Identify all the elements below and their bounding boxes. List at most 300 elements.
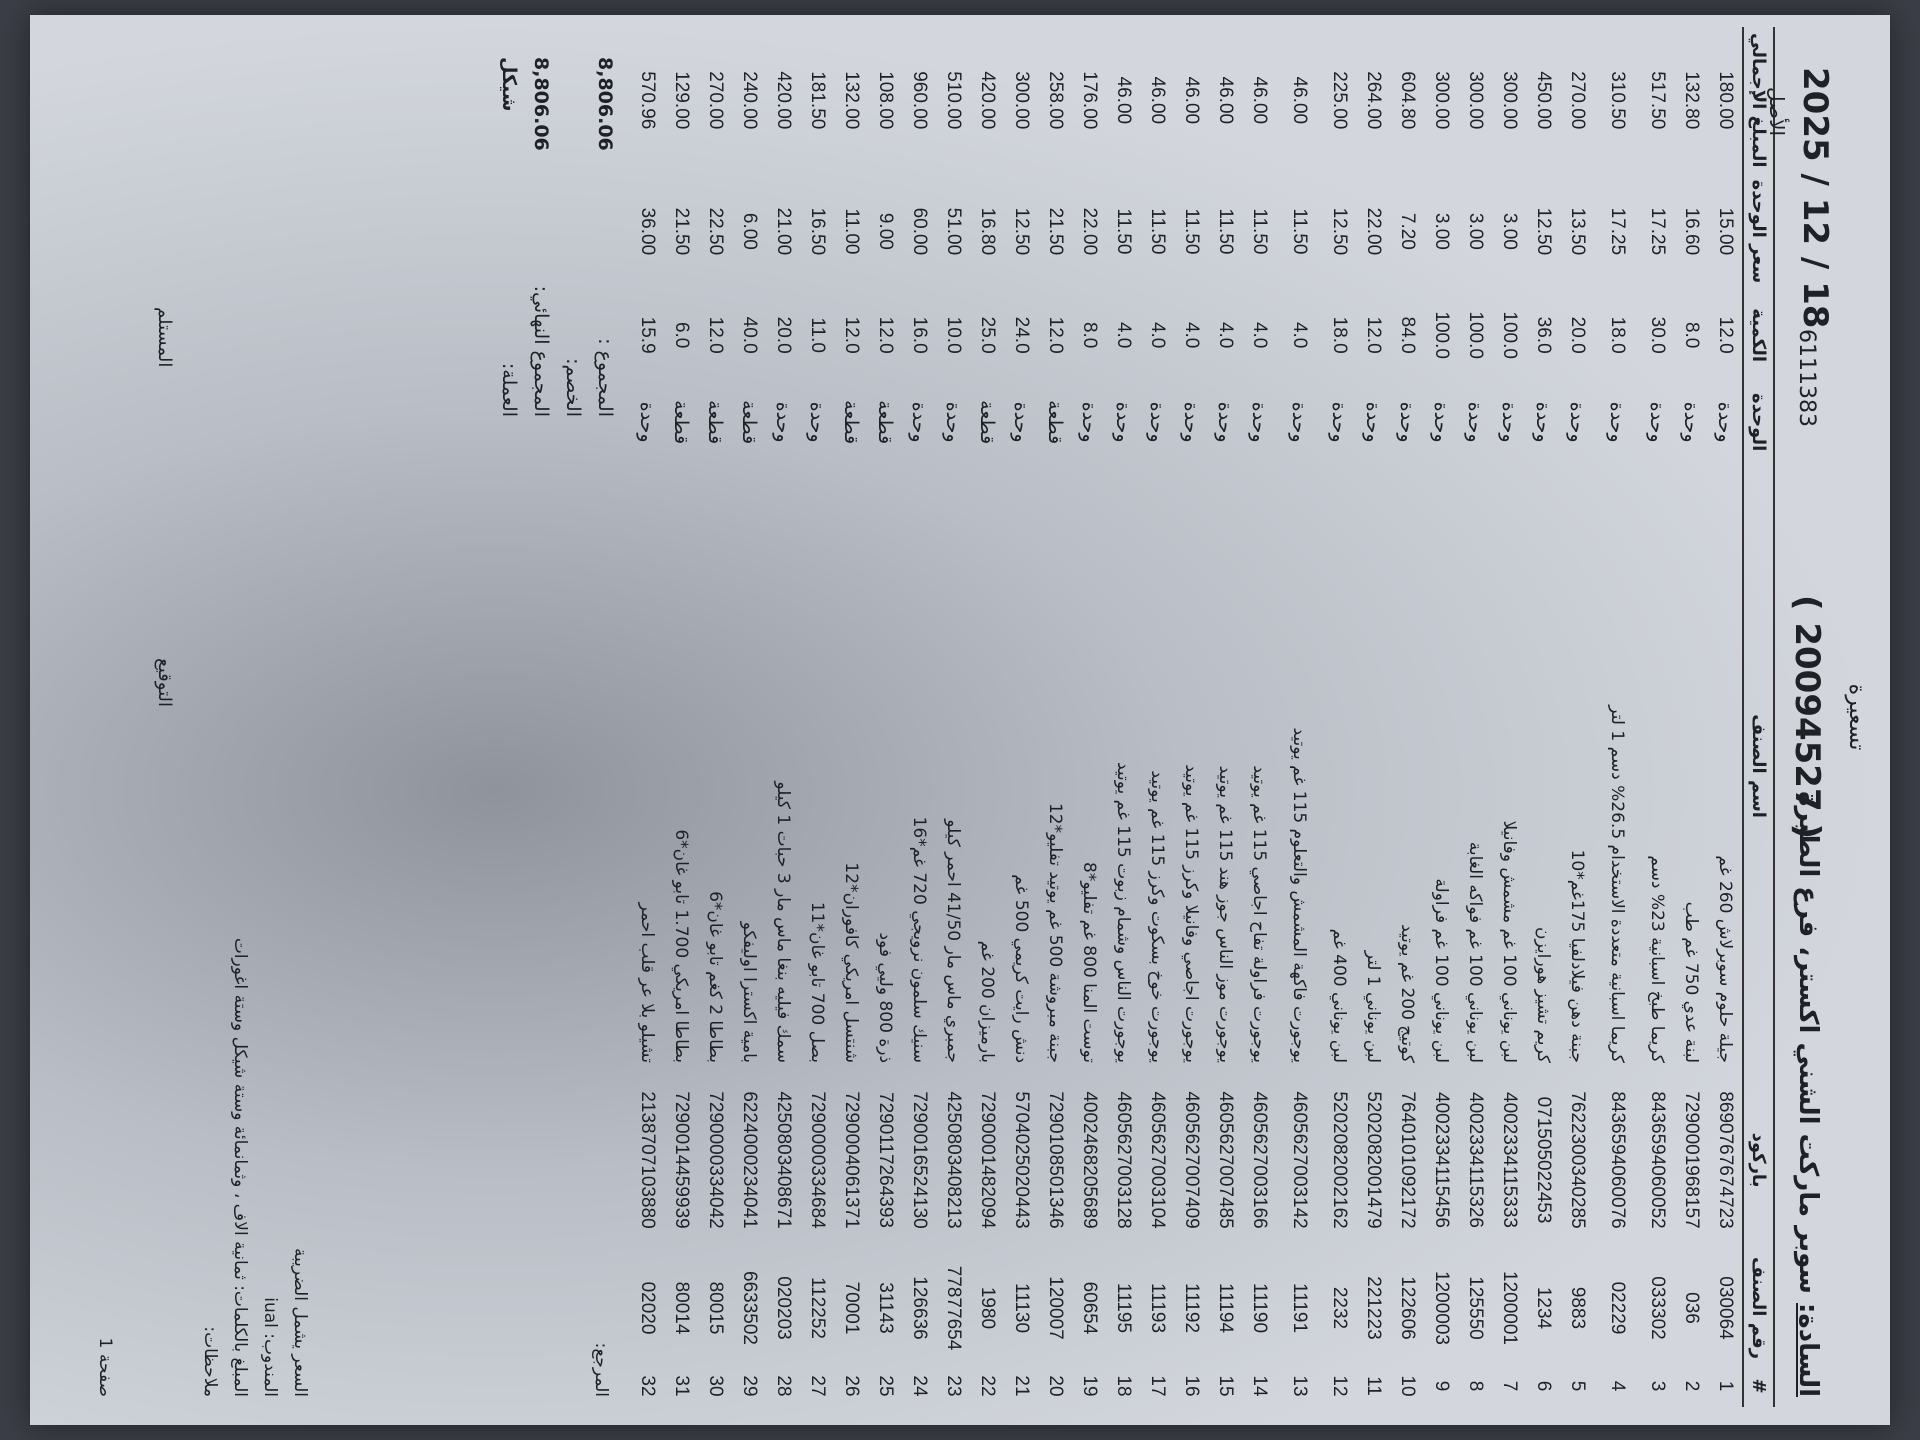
cell-barcode: 4605627003128	[1113, 1091, 1134, 1229]
cell-qty: 20.0	[1567, 316, 1588, 354]
cell-price: 13.50	[1567, 207, 1588, 256]
cell-unit: وحدة	[1646, 401, 1668, 443]
cell-code: 126636	[909, 1276, 930, 1340]
cell-unit: قطعة	[670, 400, 692, 445]
cell-qty: 16.0	[909, 316, 930, 354]
cell-barcode: 7290000334042	[705, 1091, 726, 1229]
table-row	[664, 27, 698, 1407]
cell-code: 6633502	[739, 1271, 760, 1345]
cell-unit: وحدة	[908, 401, 930, 443]
cell-name: يوجورت فاكهة المشمش والتعلوم 115 غم يوتيد	[1289, 727, 1310, 1064]
cell-no: 20	[1045, 1375, 1066, 1397]
cell-code: 036	[1681, 1292, 1702, 1324]
cell-price: 3.00	[1465, 212, 1486, 250]
cell-code: 11195	[1113, 1283, 1134, 1334]
table-row	[1004, 27, 1038, 1407]
cell-price: 17.25	[1647, 207, 1668, 256]
table-row	[868, 27, 902, 1407]
cell-barcode: 071505022453	[1533, 1096, 1554, 1224]
cell-unit: وحدة	[806, 401, 828, 443]
cell-name: ذرة 800 وليي فود	[875, 932, 896, 1064]
cell-total: 176.00	[1079, 71, 1100, 130]
cell-name: بطاطا 2 كغم تابو غان*6	[705, 891, 726, 1064]
table-row	[970, 27, 1004, 1407]
cell-name: يوجورت موز الناس جوز هند 115 غم يوتيد	[1215, 765, 1236, 1064]
cell-total: 604.80	[1397, 71, 1418, 130]
cell-unit: وحدة	[1430, 401, 1452, 443]
table-row	[902, 27, 936, 1407]
final-row	[520, 57, 552, 417]
col-header-no: #	[1743, 1365, 1773, 1407]
cell-barcode: 4002468205689	[1079, 1091, 1100, 1229]
table-row	[1242, 27, 1276, 1407]
cell-name: لبن يوناني 100 غم مشمش وفانيلا	[1499, 820, 1520, 1064]
cell-no: 4	[1607, 1380, 1628, 1392]
cell-price: 11.50	[1289, 208, 1310, 255]
cell-name: لبن يوناني 100 غم فراولة	[1431, 878, 1452, 1064]
table-row	[1072, 27, 1106, 1407]
cell-unit: وحدة	[1464, 401, 1486, 443]
cell-qty: 8.0	[1079, 321, 1100, 349]
cell-no: 30	[705, 1375, 726, 1397]
header-row	[1765, 27, 1835, 1407]
cell-price: 16.60	[1681, 207, 1702, 256]
cell-no: 29	[739, 1375, 760, 1397]
sum-label: المجموع :	[594, 338, 616, 417]
cell-qty: 24.0	[1011, 316, 1032, 354]
cell-no: 22	[977, 1375, 998, 1397]
cell-code: 033302	[1647, 1276, 1668, 1340]
currency-label: العملة:	[498, 362, 520, 417]
col-header-total: المبلغ الإجمالي	[1743, 27, 1773, 174]
cell-code: 02020	[637, 1281, 658, 1335]
cell-total: 132.80	[1681, 71, 1702, 130]
customer-label: السادة:	[1793, 1303, 1823, 1397]
cell-price: 15.00	[1715, 207, 1736, 256]
cell-no: 10	[1397, 1375, 1418, 1397]
cell-name: يوجورت الناس وشمام زبوت 115 غم يوتيد	[1113, 761, 1134, 1064]
cell-unit: وحدة	[1112, 401, 1134, 443]
cell-price: 22.00	[1079, 207, 1100, 256]
cell-unit: وحدة	[1362, 401, 1384, 443]
cell-name: سنيك سلمون نرويجي 720 غم*16	[909, 816, 930, 1064]
cell-no: 8	[1465, 1380, 1486, 1392]
cell-barcode: 6224000234041	[739, 1091, 760, 1229]
cell-unit: قطعة	[840, 400, 862, 445]
cell-qty: 40.0	[739, 316, 760, 354]
cell-code: 2232	[1329, 1286, 1350, 1330]
table-row	[698, 27, 732, 1407]
original-label: الأصل	[1765, 87, 1789, 137]
cell-total: 258.00	[1045, 71, 1066, 130]
cell-name: شنتسل امريكي كافوران*12	[841, 862, 862, 1064]
cell-barcode: 7290014459939	[671, 1091, 692, 1229]
cell-no: 7	[1499, 1380, 1520, 1392]
cell-no: 3	[1647, 1380, 1668, 1392]
customer-name: سوبر ماركت الشني اكستر، فرع الطيرة	[1793, 791, 1823, 1294]
col-header-name: اسم الصنف	[1743, 463, 1773, 1069]
cell-price: 11.50	[1181, 208, 1202, 255]
cell-name: لبنة عدي 750 غم طب	[1681, 901, 1702, 1064]
cell-qty: 15.9	[637, 316, 658, 354]
rep-label: المندوب:	[260, 1333, 280, 1397]
cell-total: 132.00	[841, 71, 862, 130]
cell-unit: وحدة	[1180, 401, 1202, 443]
cell-unit: وحدة	[1566, 401, 1588, 443]
cell-qty: 36.0	[1533, 316, 1554, 354]
cell-no: 28	[773, 1375, 794, 1397]
cell-name: يوجورت فراولة تفاح اجاصي 115 غم يوتيد	[1249, 765, 1270, 1064]
table-row	[1106, 27, 1140, 1407]
cell-price: 3.00	[1499, 212, 1520, 250]
table-row	[1276, 27, 1322, 1407]
cell-total: 46.00	[1289, 76, 1310, 125]
notes-block	[586, 1343, 616, 1397]
cell-unit: وحدة	[1248, 401, 1270, 443]
cell-code: 02229	[1607, 1281, 1628, 1335]
currency-value: شيكل	[498, 57, 520, 112]
cell-unit: قطعة	[704, 400, 726, 445]
cell-barcode: 7640101092172	[1397, 1091, 1418, 1229]
cell-no: 18	[1113, 1375, 1134, 1397]
cell-name: سمك فيليه بنغا ماس مار 3 حبات 1 كيلو	[773, 781, 794, 1064]
cell-unit: وحدة	[1328, 401, 1350, 443]
cell-barcode: 4605627003104	[1147, 1091, 1168, 1229]
cell-price: 11.50	[1215, 208, 1236, 255]
cell-total: 960.00	[909, 71, 930, 130]
cell-unit: وحدة	[1680, 401, 1702, 443]
cell-name: كريما طبخ اسبانية 23% دسم	[1647, 855, 1668, 1064]
cell-code: 1200001	[1499, 1271, 1520, 1345]
cell-price: 22.00	[1363, 207, 1384, 256]
cell-no: 9	[1431, 1380, 1452, 1392]
cell-code: 11191	[1289, 1283, 1310, 1334]
cell-price: 11.00	[841, 208, 862, 255]
cell-no: 13	[1289, 1375, 1310, 1397]
cell-barcode: 4250803408671	[773, 1091, 794, 1229]
cell-total: 240.00	[739, 71, 760, 130]
cell-no: 27	[807, 1375, 828, 1397]
cell-name: يوجورت اجاصي وفانيلا وكرز 115 غم يوتيد	[1181, 764, 1202, 1064]
cell-qty: 12.0	[1363, 316, 1384, 354]
cell-no: 12	[1329, 1375, 1350, 1397]
cell-name: بارميزان 200 غم	[977, 940, 998, 1064]
table-row	[1390, 27, 1424, 1407]
cell-no: 31	[671, 1375, 692, 1397]
cell-code: 11194	[1215, 1283, 1236, 1334]
cell-price: 17.25	[1607, 207, 1628, 256]
cell-barcode: 8436594060052	[1647, 1091, 1668, 1229]
cell-barcode: 7290108501346	[1045, 1091, 1066, 1229]
cell-qty: 30.0	[1647, 316, 1668, 354]
cell-barcode: 7290001968157	[1681, 1091, 1702, 1229]
cell-barcode: 7290004061371	[841, 1091, 862, 1229]
cell-code: 80015	[705, 1281, 726, 1335]
cell-qty: 12.0	[841, 316, 862, 354]
cell-total: 270.00	[1567, 71, 1588, 130]
table-row	[1038, 27, 1072, 1407]
page-title: تسعيرة	[1844, 683, 1869, 751]
cell-no: 11	[1363, 1376, 1384, 1396]
cell-no: 6	[1533, 1380, 1554, 1392]
cell-no: 23	[943, 1375, 964, 1397]
sum-row	[584, 57, 616, 417]
cell-price: 3.00	[1431, 212, 1452, 250]
cell-total: 108.00	[875, 71, 896, 130]
cell-unit: قطعة	[738, 400, 760, 445]
cell-qty: 18.0	[1607, 316, 1628, 354]
cell-barcode: 5202082002162	[1329, 1091, 1350, 1229]
table-row	[1322, 27, 1356, 1407]
paper-sheet	[30, 15, 1890, 1425]
cell-total: 264.00	[1363, 71, 1384, 130]
cell-name: تشيلو بلا عر قلب احمر	[637, 902, 658, 1064]
cell-qty: 4.0	[1215, 321, 1236, 349]
col-header-unit: الوحدة	[1743, 381, 1773, 463]
remarks-label: ملاحظات:	[200, 1326, 220, 1397]
cell-name: لبن يوناني 100 غم فواكه الغابة	[1465, 841, 1486, 1064]
cell-no: 26	[841, 1375, 862, 1397]
table-row	[834, 27, 868, 1407]
cell-total: 129.00	[671, 71, 692, 130]
cell-code: 11190	[1249, 1283, 1270, 1334]
cell-barcode: 4002334115333	[1499, 1092, 1520, 1228]
cell-price: 11.50	[1147, 208, 1168, 255]
cell-price: 36.00	[637, 207, 658, 256]
cell-qty: 4.0	[1289, 321, 1310, 349]
cell-total: 46.00	[1249, 76, 1270, 125]
cell-qty: 100.0	[1431, 311, 1452, 359]
cell-unit: وحدة	[1606, 401, 1628, 443]
cell-unit: وحدة	[1078, 401, 1100, 443]
footer-notes	[195, 938, 315, 1397]
discount-row	[552, 57, 584, 417]
cell-name: لبن يوناني 1 لتر	[1363, 950, 1384, 1064]
col-header-qty: الكمية	[1743, 289, 1773, 381]
cell-qty: 12.0	[1045, 316, 1066, 354]
cell-barcode: 2138707103880	[637, 1091, 658, 1229]
cell-qty: 12.0	[705, 316, 726, 354]
cell-code: 120007	[1045, 1276, 1066, 1340]
cell-unit: قطعة	[874, 400, 896, 445]
cell-qty: 84.0	[1397, 316, 1418, 354]
cell-barcode: 7622300340285	[1567, 1091, 1588, 1229]
cell-total: 450.00	[1533, 71, 1554, 130]
cell-total: 300.00	[1465, 71, 1486, 130]
cell-price: 51.00	[943, 207, 964, 256]
cell-barcode: 4605627007485	[1215, 1091, 1236, 1229]
cell-name: يوجورت خوخ بسكوت وكرز 115 غم يوتيد	[1147, 770, 1168, 1064]
cell-barcode: 4605627003142	[1289, 1091, 1310, 1229]
cell-qty: 11.0	[807, 317, 828, 353]
cell-total: 517.50	[1647, 71, 1668, 130]
cell-code: 112252	[807, 1277, 828, 1339]
table-row	[1458, 27, 1492, 1407]
cell-price: 6.00	[739, 212, 760, 250]
cell-qty: 18.0	[1329, 316, 1350, 354]
cell-barcode: 4605627007409	[1181, 1091, 1202, 1229]
cell-name: جيلة حلوم سوبرلاش 260 غم	[1715, 855, 1736, 1064]
amount-words: المبلغ بالكلمات: ثمانية الاف ، وثمانمائة وستة شيكل وستة اغورات	[230, 937, 250, 1397]
cell-total: 510.00	[943, 71, 964, 130]
cell-total: 420.00	[773, 71, 794, 130]
final-label: المجموع النهائي:	[530, 285, 552, 417]
invoice-number: ( 20094527 )	[1787, 594, 1827, 839]
cell-name: توست المنا 800 غم تفليو*8	[1079, 862, 1100, 1064]
cell-qty: 10.0	[943, 316, 964, 354]
cell-unit: وحدة	[1532, 401, 1554, 443]
cell-qty: 8.0	[1681, 321, 1702, 349]
cell-code: 11192	[1181, 1283, 1202, 1334]
cell-barcode: 4605627003166	[1249, 1091, 1270, 1229]
cell-code: 1200003	[1431, 1271, 1452, 1345]
customer-code: 6111383	[1794, 329, 1819, 427]
table-header-row	[1743, 27, 1773, 1407]
cell-no: 24	[909, 1375, 930, 1397]
cell-unit: وحدة	[772, 401, 794, 443]
table-row	[1208, 27, 1242, 1407]
totals-block	[486, 27, 616, 1407]
table-row	[1140, 27, 1174, 1407]
signature-label: التوقيع	[154, 658, 175, 707]
cell-price: 11.50	[1113, 208, 1134, 255]
cell-price: 22.50	[705, 207, 726, 256]
cell-qty: 12.0	[1715, 316, 1736, 354]
cell-code: 020203	[773, 1276, 794, 1340]
cell-total: 300.00	[1431, 71, 1452, 130]
cell-total: 420.00	[977, 71, 998, 130]
cell-no: 14	[1249, 1375, 1270, 1397]
cell-name: جمبري ماس مار 41/50 احمر كيلو	[943, 819, 964, 1064]
table-row	[1640, 27, 1674, 1407]
cell-barcode: 7290117264393	[875, 1092, 896, 1228]
cell-name: كريما اسبانية متعددة الاستخدام 26.5% دسم 1 لتر	[1607, 705, 1628, 1064]
cell-no: 17	[1147, 1375, 1168, 1397]
cell-code: 77877654	[943, 1265, 964, 1351]
cell-barcode: 4250803408213	[943, 1091, 964, 1229]
table-row	[1594, 27, 1640, 1407]
cell-price: 60.00	[909, 207, 930, 256]
cell-unit: وحدة	[1010, 401, 1032, 443]
cell-total: 300.00	[1499, 71, 1520, 130]
cell-price: 12.50	[1011, 207, 1032, 256]
cell-unit: قطعة	[1044, 400, 1066, 445]
cell-total: 225.00	[1329, 71, 1350, 130]
cell-unit: وحدة	[1146, 401, 1168, 443]
invoice-date: 2025 / 12 / 18	[1795, 67, 1835, 329]
cell-name: كوتيج 200 غم يوتيد	[1397, 924, 1418, 1064]
cell-total: 46.00	[1215, 76, 1236, 125]
cell-qty: 100.0	[1499, 311, 1520, 359]
cell-price: 12.50	[1329, 207, 1350, 256]
cell-barcode: 4002334115326	[1465, 1092, 1486, 1228]
cell-code: 11193	[1147, 1283, 1168, 1334]
cell-total: 181.50	[807, 71, 828, 130]
cell-no: 19	[1079, 1375, 1100, 1397]
table-row	[1526, 27, 1560, 1407]
header-top	[1835, 27, 1875, 1407]
recipient-label: المستلم	[154, 307, 175, 368]
cell-barcode: 8690767674723	[1715, 1091, 1736, 1229]
price-note: السعر يشمل الضريبة	[290, 1247, 310, 1397]
cell-name: بطاطا امريكي 1.700 تابو غان*6	[671, 829, 692, 1064]
cell-no: 1	[1715, 1380, 1736, 1392]
cell-code: 31143	[875, 1282, 896, 1334]
cell-price: 16.50	[807, 207, 828, 256]
totals-values	[488, 57, 616, 417]
table-row	[732, 27, 766, 1407]
cell-price: 11.50	[1249, 208, 1270, 255]
col-header-price: سعر الوحدة	[1743, 174, 1773, 290]
cell-barcode: 7290000334684	[807, 1091, 828, 1229]
cell-no: 5	[1567, 1380, 1588, 1392]
table-row	[766, 27, 800, 1407]
cell-name: بصل 700 تابو غان*11	[807, 901, 828, 1064]
cell-total: 300.00	[1011, 71, 1032, 130]
cell-barcode: 8436594060076	[1607, 1091, 1628, 1229]
cell-unit: وحدة	[1714, 401, 1736, 443]
cell-code: 1234	[1533, 1286, 1554, 1330]
cell-barcode: 5704025020443	[1011, 1091, 1032, 1229]
rep-value: iual	[260, 1297, 280, 1328]
col-header-barcode: باركود	[1743, 1069, 1773, 1251]
cell-qty: 20.0	[773, 316, 794, 354]
cell-total: 180.00	[1715, 71, 1736, 130]
table-row	[1492, 27, 1526, 1407]
cell-no: 15	[1215, 1375, 1236, 1397]
cell-qty: 6.0	[671, 321, 692, 349]
cell-barcode: 7290001482094	[977, 1091, 998, 1229]
cell-code: 125550	[1465, 1276, 1486, 1340]
table-row	[1674, 27, 1708, 1407]
cell-unit: وحدة	[1396, 401, 1418, 443]
table-row	[1424, 27, 1458, 1407]
table-row	[800, 27, 834, 1407]
cell-barcode: 5202082001479	[1363, 1091, 1384, 1229]
table-row	[1708, 27, 1743, 1407]
final-value: 8,806.06	[530, 57, 552, 151]
cell-unit: وحدة	[942, 401, 964, 443]
cell-name: لبن يوناني 400 غم	[1329, 928, 1350, 1064]
invoice-document	[55, 27, 1875, 1407]
cell-price: 21.50	[1045, 207, 1066, 256]
cell-total: 310.50	[1607, 71, 1628, 130]
cell-qty: 12.0	[875, 316, 896, 354]
cell-unit: وحدة	[1214, 401, 1236, 443]
cell-price: 16.80	[977, 207, 998, 256]
table-row	[630, 27, 664, 1407]
cell-no: 32	[637, 1375, 658, 1397]
cell-total: 46.00	[1181, 76, 1202, 125]
cell-unit: وحدة	[1288, 401, 1310, 443]
sum-value: 8,806.06	[594, 57, 616, 151]
discount-label: الخصم:	[562, 358, 584, 417]
cell-no: 16	[1181, 1375, 1202, 1397]
cell-code: 70001	[841, 1281, 862, 1335]
items-table	[630, 27, 1773, 1407]
items-table-body	[630, 27, 1743, 1407]
cell-name: بامية اكسترا اوليفكو	[739, 921, 760, 1064]
cell-code: 221223	[1363, 1276, 1384, 1340]
cell-barcode: 4002334115456	[1431, 1092, 1452, 1228]
page-number: صفحة 1	[95, 1337, 115, 1397]
cell-code: 030064	[1715, 1276, 1736, 1340]
cell-code: 80014	[671, 1281, 692, 1335]
cell-qty: 25.0	[977, 316, 998, 354]
col-header-code: رقم الصنف	[1743, 1251, 1773, 1365]
cell-price: 9.00	[875, 212, 896, 250]
cell-price: 21.00	[773, 207, 794, 256]
